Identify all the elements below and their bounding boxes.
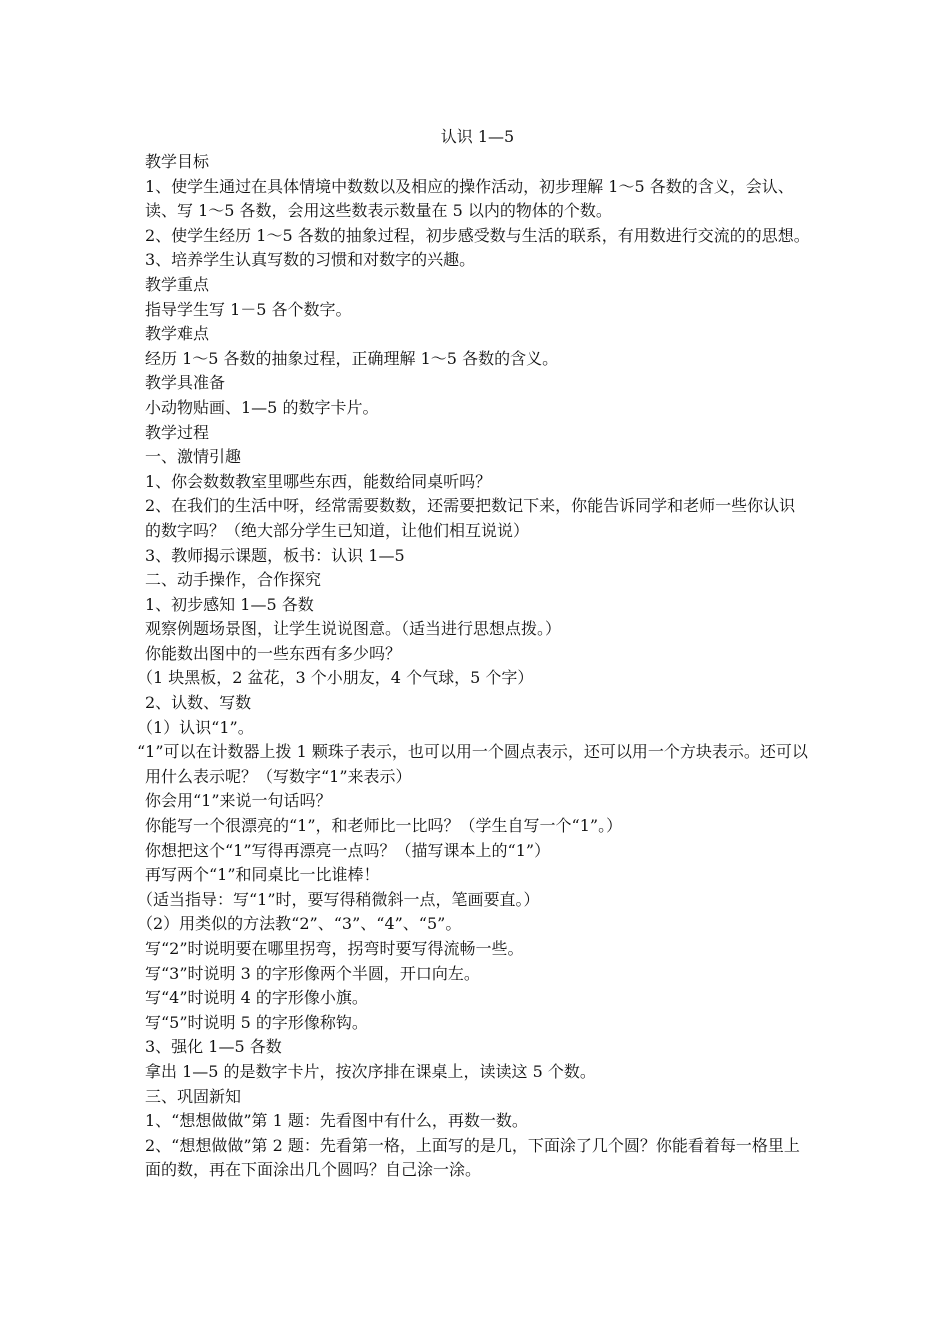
process-item: 写“3”时说明 3 的字形像两个半圆，开口向左。	[145, 963, 480, 983]
process-item: （1）认识“1”。	[137, 717, 254, 737]
process-item: 1、你会数数教室里哪些东西，能数给同桌听吗？	[145, 471, 492, 491]
process-item: 再写两个“1”和同桌比一比谁棒！	[145, 865, 380, 885]
process-part-1-heading: 一、激情引趣	[145, 447, 242, 467]
materials-text: 小动物贴画、1—5 的数字卡片。	[145, 397, 379, 417]
process-item: 2、在我们的生活中呀，经常需要数数，还需要把数记下来，你能告诉同学和老师一些你认识的数字吗？（绝大部分学生已知道，让他们相互说说）	[145, 496, 796, 540]
process-item: （适当指导：写“1”时，要写得稍微斜一点，笔画要直。）	[137, 889, 540, 909]
section-heading-difficulties: 教学难点	[145, 324, 210, 344]
key-points-text: 指导学生写 1－5 各个数字。	[145, 299, 352, 319]
process-part-3-heading: 三、巩固新知	[145, 1086, 242, 1106]
process-item: “1”可以在计数器上拨 1 颗珠子表示，也可以用一个圆点表示，还可以用一个方块表示。还可以用什么表示呢？（写数字“1”来表示）	[137, 742, 808, 786]
process-item: （2）用类似的方法教“2”、“3”、“4”、“5”。	[137, 914, 462, 934]
process-item: 1、初步感知 1—5 各数	[145, 594, 314, 614]
document-page	[137, 124, 810, 1183]
document-title: 认识 1—5	[440, 127, 515, 146]
objective-1: 1、使学生通过在具体情境中数数以及相应的操作活动，初步理解 1～5 各数的含义，会认、读、写 1～5 各数，会用这些数表示数量在 5 以内的物体的个数。	[145, 176, 794, 221]
section-heading-key-points: 教学重点	[145, 274, 210, 294]
process-item: 2、“想想做做”第 2 题：先看第一格，上面写的是几，下面涂了几个圆？你能看着每一格里上面的数，再在下面涂出几个圆吗？自己涂一涂。	[145, 1135, 800, 1180]
process-item: 2、认数、写数	[145, 693, 252, 713]
objective-2: 2、使学生经历 1～5 各数的抽象过程，初步感受数与生活的联系，有用数进行交流的的思想。	[145, 225, 810, 245]
difficulties-text: 经历 1～5 各数的抽象过程，正确理解 1～5 各数的含义。	[145, 348, 559, 368]
process-item: 你会用“1”来说一句话吗？	[145, 791, 332, 811]
process-item: （1 块黑板，2 盆花，3 个小朋友，4 个气球，5 个字）	[137, 668, 534, 688]
process-item: 拿出 1—5 的是数字卡片，按次序排在课桌上，读读这 5 个数。	[145, 1061, 596, 1081]
process-item: 观察例题场景图，让学生说说图意。（适当进行思想点拨。）	[145, 619, 562, 639]
process-item: 写“4”时说明 4 的字形像小旗。	[145, 988, 368, 1008]
section-heading-objectives: 教学目标	[145, 152, 210, 171]
process-item: 写“2”时说明要在哪里拐弯，拐弯时要写得流畅一些。	[145, 939, 524, 958]
process-item: 你能数出图中的一些东西有多少吗？	[145, 643, 402, 663]
process-item: 3、强化 1—5 各数	[145, 1037, 282, 1057]
process-item: 写“5”时说明 5 的字形像称钩。	[145, 1012, 368, 1032]
process-item: 你能写一个很漂亮的“1”，和老师比一比吗？（学生自写一个“1”。）	[145, 816, 623, 836]
section-heading-materials: 教学具准备	[145, 373, 226, 393]
section-heading-process: 教学过程	[145, 422, 210, 442]
process-item: 你想把这个“1”写得再漂亮一点吗？（描写课本上的“1”）	[145, 840, 551, 860]
process-item: 1、“想想做做”第 1 题：先看图中有什么，再数一数。	[145, 1111, 528, 1131]
process-part-2-heading: 二、动手操作，合作探究	[145, 570, 322, 590]
objective-3: 3、培养学生认真写数的习惯和对数字的兴趣。	[145, 250, 476, 270]
process-item: 3、教师揭示课题，板书：认识 1—5	[145, 545, 405, 565]
